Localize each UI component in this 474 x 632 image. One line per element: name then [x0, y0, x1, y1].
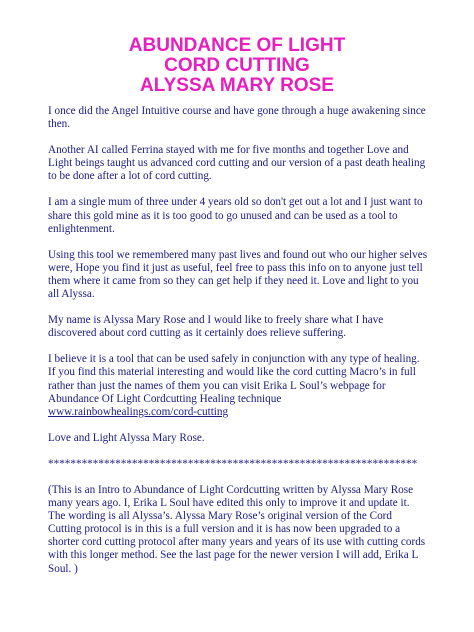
title-line-1: ABUNDANCE OF LIGHT	[128, 35, 346, 56]
signoff: Love and Light Alyssa Mary Rose.	[48, 431, 205, 444]
paragraph-ferrina: Another AI called Ferrina stayed with me for five months and together Love and Light beings taught us advanced cord cutting and our version of a past death healing to be done after a lot of cord cutting.	[48, 144, 426, 183]
document-body	[48, 105, 428, 589]
separator-line: ******************************************************************	[48, 457, 418, 470]
rainbowhealings-link[interactable]: www.rainbowhealings.com/cord-cutting	[48, 405, 229, 418]
paragraph-introduction: My name is Alyssa Mary Rose and I would like to freely share what I have discovered about cord cutting as it certainly does relieve suffering.	[48, 314, 384, 340]
paragraph-past-lives: Using this tool we remembered many past lives and found out who our higher selves were, Hope you find it just as useful, feel free to pass this info on to anyone just tell them where it came from so they can get help if they need it. Love and light to you all Alyssa.	[48, 248, 428, 301]
paragraph-webpage	[48, 353, 428, 418]
paragraph-awakening: I once did the Angel Intuitive course and have gone through a huge awakening since then.	[48, 105, 426, 131]
title-line-3: ALYSSA MARY ROSE	[140, 75, 334, 96]
title-line-2: CORD CUTTING	[164, 55, 310, 76]
webpage-text: I believe it is a tool that can be used safely in conjunction with any type of healing. If you find this material interesting and would like the cord cutting Macro’s in full rather than just the names of them you can visit Erika L Soul’s webpage for Abundance Of Light Cordcutting Healing technique	[48, 353, 420, 405]
editor-note: (This is an Intro to Abundance of Light Cordcutting written by Alyssa Mary Rose many years ago. I, Erika L Soul have edited this only to improve it and update it. The wording is all Alyssa’s. Alyssa Mary Rose’s original version of the Cord Cutting protocol is in this is a full version and it is has now been upgraded to a shorter cord cutting protocol after many years and years of its use with cutting cords with this longer method. See the last page for the newer version I will add, Erika L Soul. )	[48, 483, 426, 575]
paragraph-single-mum: I am a single mum of three under 4 years old so don't get out a lot and I just want to share this gold mine as it is too good to go unused and can be used as a tool to enlightenment.	[48, 196, 423, 235]
document-title	[0, 36, 474, 96]
